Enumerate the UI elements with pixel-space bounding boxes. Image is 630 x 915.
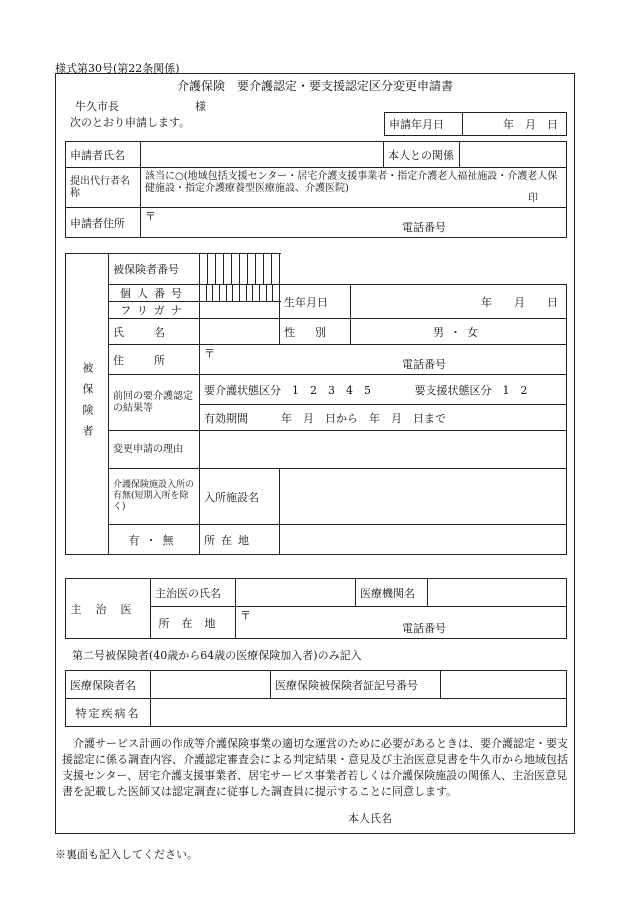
care-level: 要介護状態区分 1 2 3 4 5 — [204, 383, 371, 397]
form-title: 介護保険 要介護認定・要支援認定区分変更申請書 — [176, 79, 453, 93]
tel-label: 電話番号 — [402, 358, 446, 371]
postal-mark: 〒 — [145, 210, 156, 223]
applicant-name-field[interactable] — [141, 142, 384, 168]
insured-number-label: 被保険者番号 — [109, 254, 200, 285]
insurer-field[interactable] — [151, 671, 271, 699]
care-level-field[interactable] — [200, 375, 567, 405]
applicant-table — [65, 141, 567, 238]
addressee-name: 牛久市長 — [75, 100, 119, 113]
institution-label: 医療機関名 — [356, 579, 428, 607]
reason-field[interactable] — [200, 431, 567, 469]
facility-location-field[interactable] — [280, 525, 567, 555]
mynumber-field[interactable] — [200, 285, 280, 302]
proxy-text: 該当に○(地域包括支援センター・居宅介護支援事業者・指定介護老人福祉施設・介護老人保健施設・指定介護療養型医療施設、介護医院) — [145, 170, 558, 194]
support-level: 要支援状態区分 1 2 — [414, 383, 528, 397]
signature-label: 本人氏名 — [348, 812, 392, 825]
furigana-field[interactable] — [200, 302, 280, 319]
insured-number-field[interactable] — [200, 254, 280, 285]
footer-note: ※裏面も記入してください。 — [55, 848, 198, 861]
facility-location-label: 所在地 — [200, 525, 280, 555]
facility-name-field[interactable] — [280, 469, 567, 525]
birth-field[interactable]: 年 月 日 — [351, 285, 567, 319]
disease-label: 特定疾病名 — [66, 699, 151, 727]
second-insured-table — [65, 670, 567, 727]
relation-field[interactable] — [460, 142, 567, 168]
reason-label: 変更申請の理由 — [109, 431, 200, 469]
date-field[interactable]: 年 月 日 — [463, 113, 567, 136]
card-number-label: 医療保険被保険者証記号番号 — [271, 671, 441, 699]
doctor-address-field[interactable] — [236, 607, 567, 639]
mynumber-label: 個人番号 — [109, 285, 200, 302]
prev-result-label: 前回の要介護認定の結果等 — [109, 375, 200, 431]
disease-field[interactable] — [151, 699, 567, 727]
insured-address-field[interactable] — [200, 345, 567, 375]
sex-label: 性別 — [280, 319, 351, 345]
date-label: 申請年月日 — [385, 113, 463, 136]
doctor-name-field[interactable] — [236, 579, 356, 607]
card-number-field[interactable] — [441, 671, 567, 699]
insured-name-label: 氏名 — [109, 319, 200, 345]
addressee — [75, 98, 206, 114]
consent-text: 介護サービス計画の作成等介護保険事業の適切な運営のために必要があるときは、要介護認定・要支援認定に係る調査内容、介護認定審査会による判定結果・意見及び主治医意見書を牛久市から地域包括支援センター、居宅介護支援事業者、居宅サービス事業者若しくは介護保険施設の関係人、主治医意見書を記載した医師又は認定調査に従事した調査員に提示することに同意します。 — [62, 737, 568, 798]
second-insured-heading: 第二号被保険者(40歳から64歳の医療保険加入者)のみ記入 — [72, 649, 362, 662]
proxy-label: 提出代行者名称 — [66, 168, 141, 208]
tel-label: 電話番号 — [402, 622, 446, 635]
postal-mark: 〒 — [240, 609, 251, 622]
doctor-table — [65, 578, 567, 639]
insured-table — [65, 253, 567, 555]
doctor-location-label: 所在地 — [151, 607, 236, 639]
applicant-address-field[interactable] — [141, 208, 567, 238]
furigana-label: フリガナ — [109, 302, 200, 319]
proxy-field[interactable] — [141, 168, 567, 208]
doctor-section-label: 主治医 — [66, 579, 151, 639]
presence-field[interactable]: 有・無 — [109, 525, 200, 555]
institution-field[interactable] — [428, 579, 567, 607]
seal-mark: 印 — [528, 193, 538, 204]
applicant-address-label: 申請者住所 — [66, 208, 141, 238]
applicant-name-label: 申請者氏名 — [66, 142, 141, 168]
insured-name-field[interactable] — [200, 319, 280, 345]
request-text: 次のとおり申請します。 — [70, 116, 191, 129]
form-number: 様式第30号(第22条関係) — [55, 62, 180, 75]
insured-address-label: 住所 — [109, 345, 200, 375]
postal-mark: 〒 — [204, 347, 215, 360]
facility-label: 介護保険施設入所の有無(短期入所を除く) — [109, 469, 200, 525]
date-table — [384, 112, 567, 136]
insurer-label: 医療保険者名 — [66, 671, 151, 699]
birth-label: 生年月日 — [280, 285, 351, 319]
relation-label: 本人との関係 — [384, 142, 460, 168]
tel-label: 電話番号 — [402, 221, 446, 234]
valid-period-field[interactable]: 有効期間 年 月 日から 年 月 日まで — [200, 405, 567, 431]
doctor-name-label: 主治医の氏名 — [151, 579, 236, 607]
insured-section-label: 被保険者 — [66, 254, 109, 555]
facility-name-label: 入所施設名 — [200, 469, 280, 525]
sex-field[interactable]: 男・女 — [351, 319, 567, 345]
addressee-honorific: 様 — [195, 100, 206, 113]
